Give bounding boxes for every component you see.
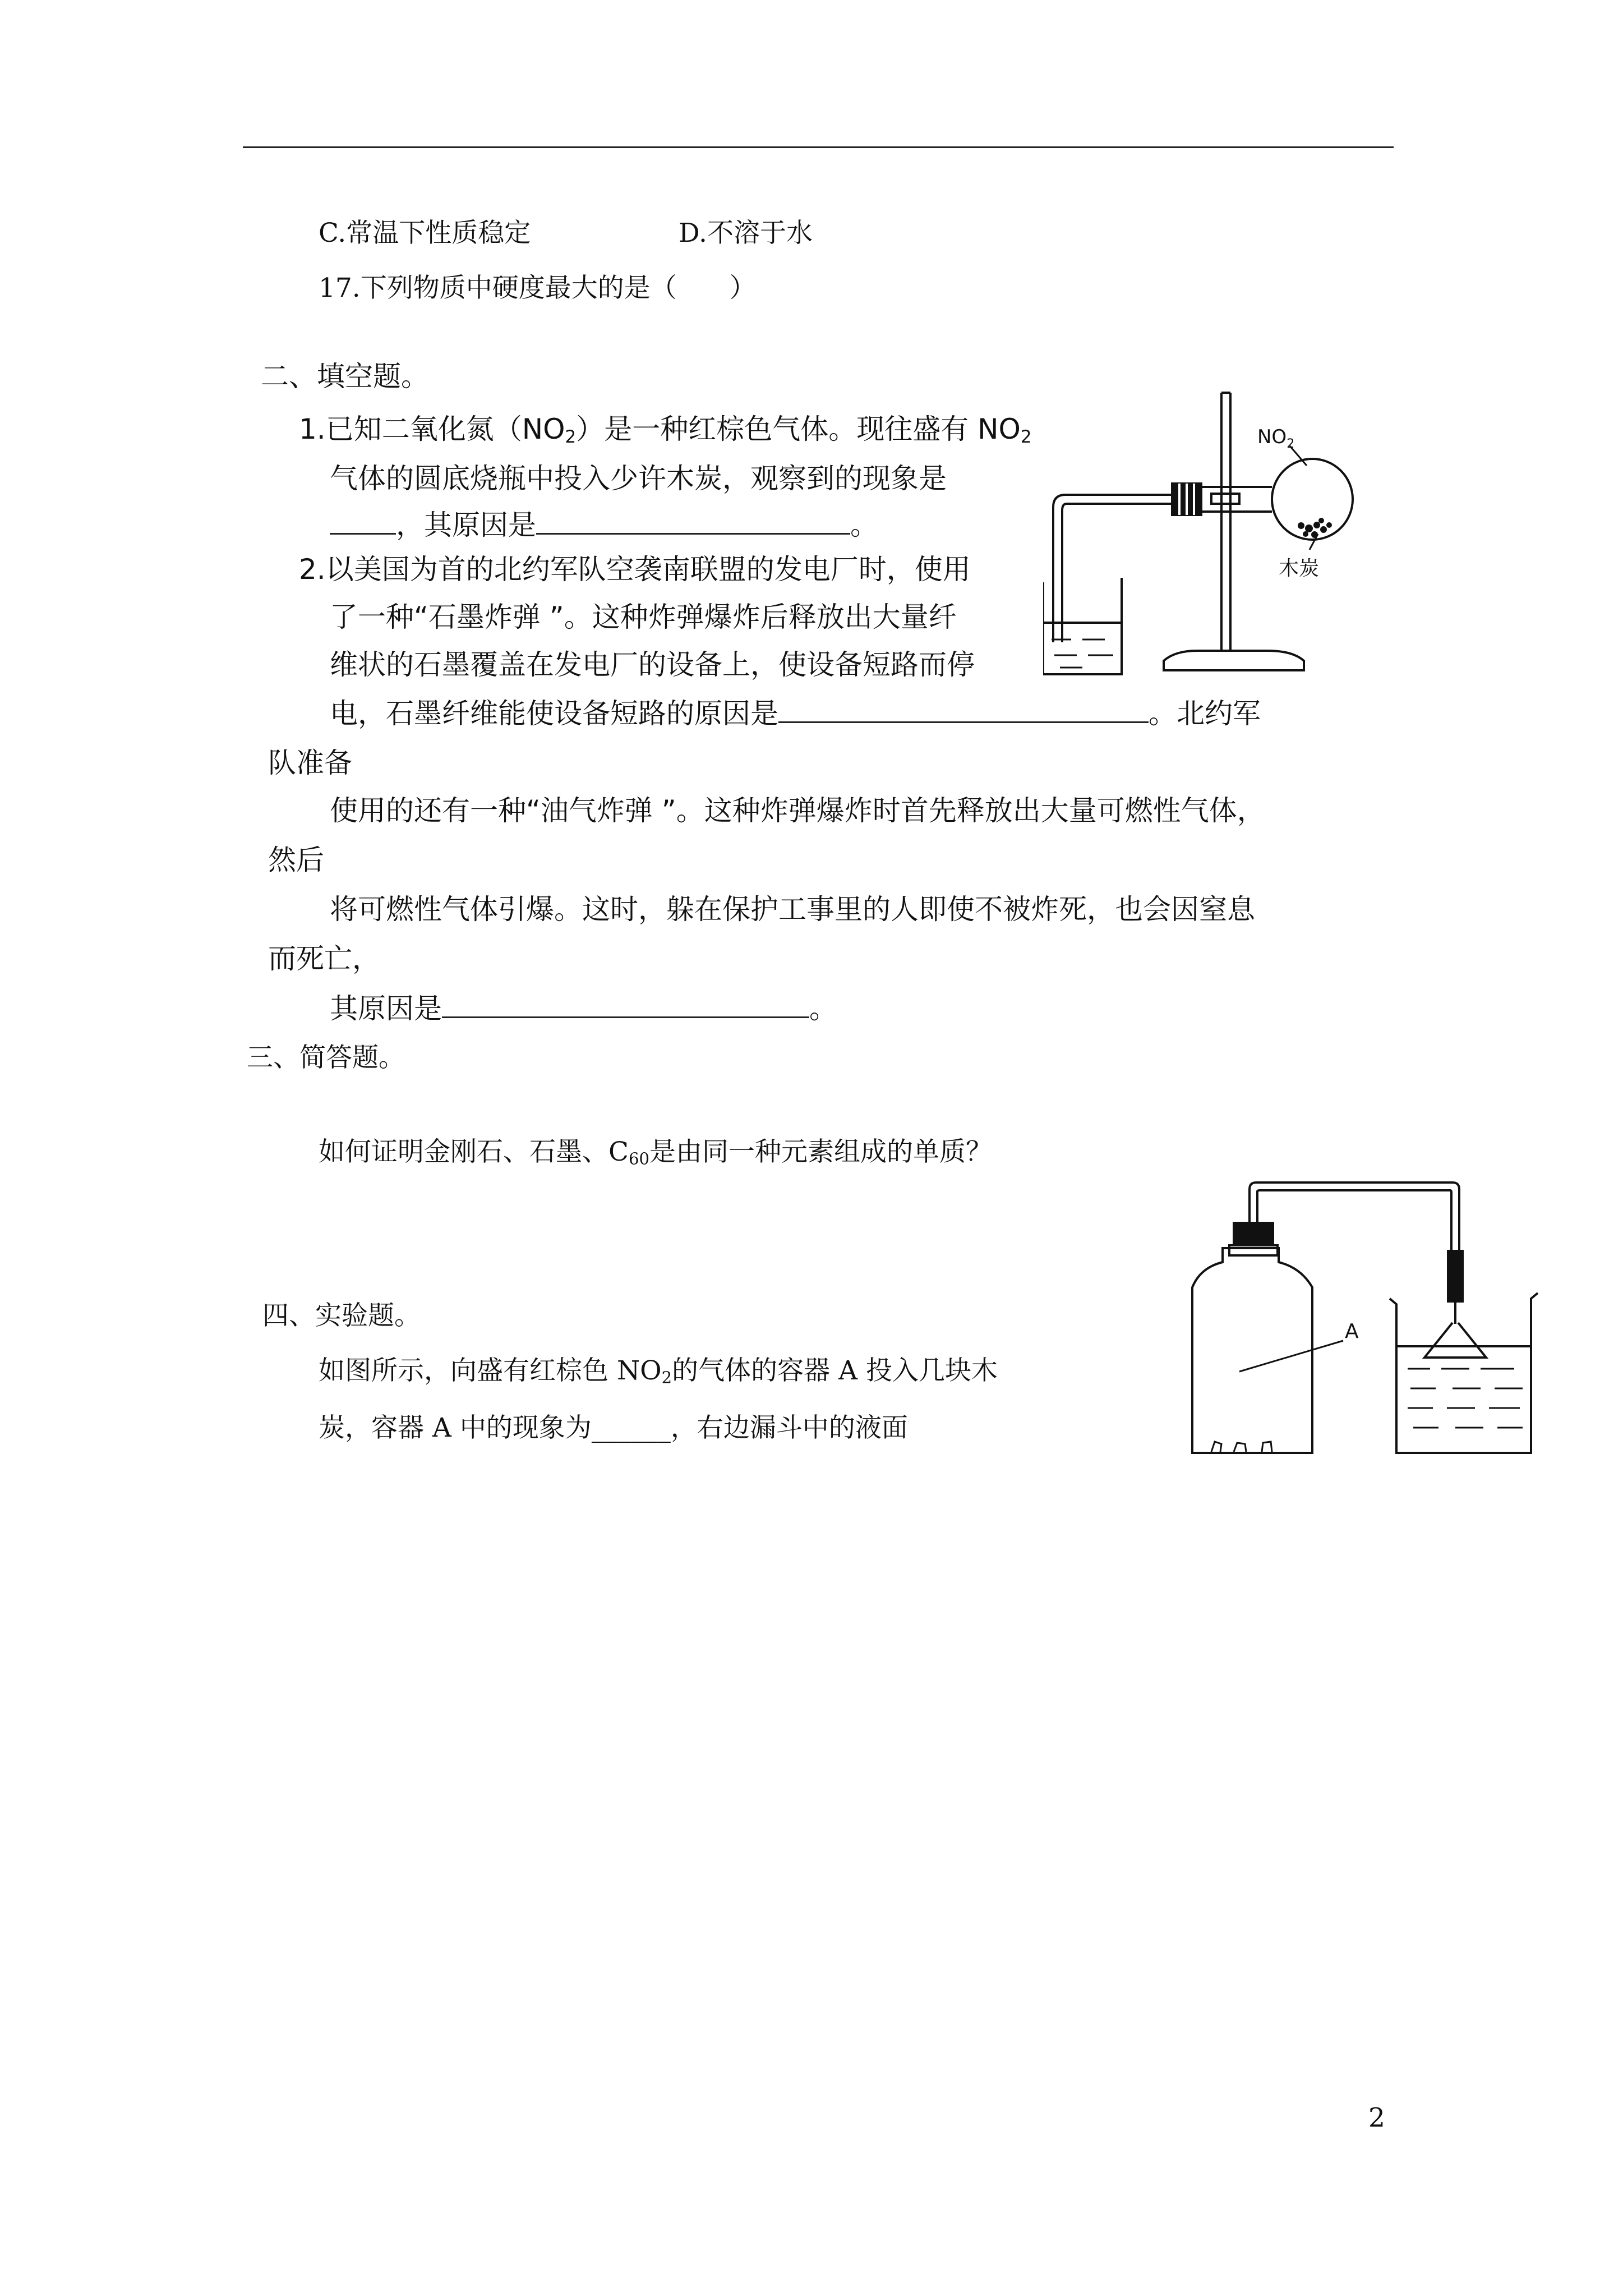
fill-q2-line3: 维状的石墨覆盖在发电厂的设备上，使设备短路而停 bbox=[330, 648, 975, 681]
fill-q1-line1: 1.已知二氧化氮$(NO_2)$是一种红棕色气体。现往盛有 $NO_2$ bbox=[299, 413, 1032, 447]
fill-q2-line4: 电，石墨纤维能使设备短路的原因是 。北约军 bbox=[330, 697, 1261, 730]
page-number: 2 bbox=[1368, 2102, 1385, 2133]
fill-q2-line5: 队准备 bbox=[268, 747, 352, 779]
section-4-title: 四、实验题。 bbox=[262, 1300, 421, 1331]
fill-q2-line1: 2.以美国为首的北约军队空袭南联盟的发电厂时，使用 bbox=[299, 553, 971, 586]
short-answer-question: 如何证明金刚石、石墨、$C_{60}$是由同一种元素组成的单质？ bbox=[319, 1137, 993, 1168]
fill-q2-line9: 而死亡， bbox=[268, 942, 380, 975]
bottle-funnel-figure bbox=[1189, 1178, 1548, 1475]
fill-q1-line2: 气体的圆底烧瓶中投入少许木炭，观察到的现象是 bbox=[330, 462, 947, 495]
fill-q1-line3: ，其原因是 。 bbox=[330, 510, 878, 539]
fill-q2-line7: 然后 bbox=[268, 844, 324, 876]
label-a: A bbox=[1345, 1320, 1359, 1343]
experiment-line2: 炭，容器 A 中的现象为______，右边漏斗中的液面 bbox=[319, 1412, 908, 1443]
experiment-line1: 如图所示，向盛有红棕色 $NO_2$的气体的容器 A 投入几块木 bbox=[319, 1355, 998, 1387]
label-charcoal: 木炭 bbox=[1279, 557, 1320, 580]
charcoal-pieces bbox=[1298, 518, 1332, 538]
answer-blank[interactable] bbox=[442, 994, 809, 1018]
fill-q2-line8: 将可燃性气体引爆。这时，躲在保护工事里的人即使不被炸死，也会因窒息 bbox=[330, 893, 1255, 926]
flask-apparatus-figure bbox=[1043, 387, 1357, 679]
section-3-title: 三、简答题。 bbox=[247, 1042, 405, 1073]
answer-blank[interactable]: ______ bbox=[591, 1412, 671, 1443]
question-17: 17.下列物质中硬度最大的是（ ） bbox=[319, 273, 756, 303]
answer-blank[interactable] bbox=[536, 510, 850, 535]
label-no2: $NO_2$ bbox=[1257, 426, 1295, 451]
fill-q2-line2: 了一种“石墨炸弹 ”。这种炸弹爆炸后释放出大量纤 bbox=[330, 601, 957, 633]
option-c: C.常温下性质稳定 bbox=[319, 218, 531, 249]
answer-blank[interactable] bbox=[330, 510, 396, 535]
fill-q2-line6: 使用的还有一种“油气炸弹 ”。这种炸弹爆炸时首先释放出大量可燃性气体， bbox=[330, 794, 1265, 827]
option-d: D.不溶于水 bbox=[679, 218, 813, 249]
section-2-title: 二、填空题。 bbox=[261, 360, 429, 393]
header-rule bbox=[243, 146, 1394, 148]
fill-q2-line10: 其原因是 。 bbox=[330, 992, 837, 1025]
answer-blank[interactable] bbox=[778, 699, 1149, 723]
